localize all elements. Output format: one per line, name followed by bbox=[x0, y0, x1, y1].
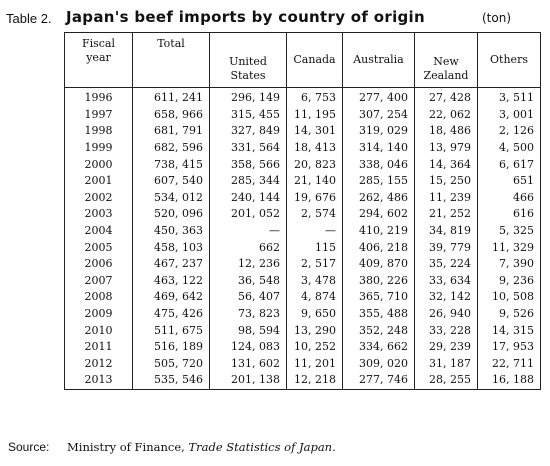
cell-total: 682, 596 bbox=[133, 140, 210, 157]
cell-australia: 262, 486 bbox=[343, 190, 415, 207]
cell-total: 467, 237 bbox=[133, 256, 210, 273]
cell-new-zealand: 34, 819 bbox=[415, 223, 478, 240]
table-row bbox=[65, 190, 541, 207]
cell-canada: 14, 301 bbox=[287, 123, 343, 140]
table-title: Japan's beef imports by country of origin bbox=[66, 8, 425, 26]
table-row bbox=[65, 107, 541, 124]
cell-fiscal-year: 2009 bbox=[65, 306, 133, 323]
cell-united-states: 285, 344 bbox=[210, 173, 287, 190]
cell-total: 535, 546 bbox=[133, 372, 210, 389]
cell-australia: 338, 046 bbox=[343, 156, 415, 173]
table-row bbox=[65, 256, 541, 273]
cell-others: 22, 711 bbox=[478, 356, 541, 373]
table-row bbox=[65, 356, 541, 373]
cell-australia: 285, 155 bbox=[343, 173, 415, 190]
table-row bbox=[65, 88, 541, 107]
table-body bbox=[65, 88, 541, 390]
cell-others: 3, 511 bbox=[478, 88, 541, 107]
cell-australia: 380, 226 bbox=[343, 273, 415, 290]
table-container bbox=[64, 32, 540, 390]
cell-new-zealand: 29, 239 bbox=[415, 339, 478, 356]
cell-total: 658, 966 bbox=[133, 107, 210, 124]
cell-others: 4, 500 bbox=[478, 140, 541, 157]
cell-total: 511, 675 bbox=[133, 322, 210, 339]
cell-united-states: 327, 849 bbox=[210, 123, 287, 140]
table-row bbox=[65, 206, 541, 223]
cell-australia: 294, 602 bbox=[343, 206, 415, 223]
cell-united-states: 331, 564 bbox=[210, 140, 287, 157]
cell-australia: 277, 400 bbox=[343, 88, 415, 107]
cell-new-zealand: 13, 979 bbox=[415, 140, 478, 157]
cell-canada: 13, 290 bbox=[287, 322, 343, 339]
source-publication: Trade Statistics of Japan. bbox=[188, 440, 336, 454]
table-row bbox=[65, 140, 541, 157]
cell-new-zealand: 33, 228 bbox=[415, 322, 478, 339]
cell-canada: 3, 478 bbox=[287, 273, 343, 290]
cell-canada: 2, 574 bbox=[287, 206, 343, 223]
cell-total: 458, 103 bbox=[133, 239, 210, 256]
cell-fiscal-year: 2004 bbox=[65, 223, 133, 240]
source-agency: Ministry of Finance, bbox=[67, 440, 185, 454]
cell-fiscal-year: 1996 bbox=[65, 88, 133, 107]
cell-fiscal-year: 1997 bbox=[65, 107, 133, 124]
cell-others: 9, 236 bbox=[478, 273, 541, 290]
header-row bbox=[65, 33, 541, 88]
cell-new-zealand: 14, 364 bbox=[415, 156, 478, 173]
cell-united-states: 12, 236 bbox=[210, 256, 287, 273]
cell-fiscal-year: 2010 bbox=[65, 322, 133, 339]
cell-australia: 410, 219 bbox=[343, 223, 415, 240]
cell-united-states: 36, 548 bbox=[210, 273, 287, 290]
cell-australia: 319, 029 bbox=[343, 123, 415, 140]
cell-new-zealand: 35, 224 bbox=[415, 256, 478, 273]
cell-united-states: 315, 455 bbox=[210, 107, 287, 124]
cell-others: 14, 315 bbox=[478, 322, 541, 339]
cell-fiscal-year: 2003 bbox=[65, 206, 133, 223]
table-caption bbox=[6, 8, 542, 30]
cell-united-states: 201, 138 bbox=[210, 372, 287, 389]
cell-others: 3, 001 bbox=[478, 107, 541, 124]
header-united-states: United States bbox=[210, 33, 287, 88]
cell-new-zealand: 31, 187 bbox=[415, 356, 478, 373]
cell-total: 450, 363 bbox=[133, 223, 210, 240]
cell-united-states: 662 bbox=[210, 239, 287, 256]
beef-imports-table bbox=[64, 32, 541, 390]
cell-total: 607, 540 bbox=[133, 173, 210, 190]
cell-new-zealand: 15, 250 bbox=[415, 173, 478, 190]
cell-new-zealand: 33, 634 bbox=[415, 273, 478, 290]
table-row bbox=[65, 322, 541, 339]
header-canada: Canada bbox=[287, 33, 343, 88]
cell-australia: 355, 488 bbox=[343, 306, 415, 323]
cell-others: 17, 953 bbox=[478, 339, 541, 356]
cell-canada: 6, 753 bbox=[287, 88, 343, 107]
cell-new-zealand: 39, 779 bbox=[415, 239, 478, 256]
cell-total: 505, 720 bbox=[133, 356, 210, 373]
cell-new-zealand: 26, 940 bbox=[415, 306, 478, 323]
cell-others: 2, 126 bbox=[478, 123, 541, 140]
cell-others: 11, 329 bbox=[478, 239, 541, 256]
cell-total: 516, 189 bbox=[133, 339, 210, 356]
cell-canada: 18, 413 bbox=[287, 140, 343, 157]
cell-canada: 9, 650 bbox=[287, 306, 343, 323]
cell-canada: 11, 195 bbox=[287, 107, 343, 124]
cell-fiscal-year: 2012 bbox=[65, 356, 133, 373]
cell-new-zealand: 21, 252 bbox=[415, 206, 478, 223]
table-row bbox=[65, 306, 541, 323]
cell-australia: 334, 662 bbox=[343, 339, 415, 356]
cell-others: 9, 526 bbox=[478, 306, 541, 323]
cell-australia: 406, 218 bbox=[343, 239, 415, 256]
source-label: Source: bbox=[8, 440, 50, 454]
cell-total: 534, 012 bbox=[133, 190, 210, 207]
header-total: Total bbox=[133, 33, 210, 88]
cell-others: 7, 390 bbox=[478, 256, 541, 273]
cell-others: 10, 508 bbox=[478, 289, 541, 306]
cell-australia: 352, 248 bbox=[343, 322, 415, 339]
table-row bbox=[65, 339, 541, 356]
cell-australia: 409, 870 bbox=[343, 256, 415, 273]
cell-united-states: 296, 149 bbox=[210, 88, 287, 107]
cell-united-states: 73, 823 bbox=[210, 306, 287, 323]
header-australia: Australia bbox=[343, 33, 415, 88]
cell-united-states: 358, 566 bbox=[210, 156, 287, 173]
cell-australia: 277, 746 bbox=[343, 372, 415, 389]
cell-fiscal-year: 2000 bbox=[65, 156, 133, 173]
cell-canada: 12, 218 bbox=[287, 372, 343, 389]
cell-united-states: 131, 602 bbox=[210, 356, 287, 373]
table-row bbox=[65, 273, 541, 290]
cell-australia: 307, 254 bbox=[343, 107, 415, 124]
cell-canada: — bbox=[287, 223, 343, 240]
table-row bbox=[65, 223, 541, 240]
cell-total: 469, 642 bbox=[133, 289, 210, 306]
cell-total: 520, 096 bbox=[133, 206, 210, 223]
cell-total: 463, 122 bbox=[133, 273, 210, 290]
cell-new-zealand: 28, 255 bbox=[415, 372, 478, 389]
cell-total: 681, 791 bbox=[133, 123, 210, 140]
cell-fiscal-year: 2001 bbox=[65, 173, 133, 190]
cell-united-states: — bbox=[210, 223, 287, 240]
cell-fiscal-year: 2008 bbox=[65, 289, 133, 306]
table-row bbox=[65, 372, 541, 389]
cell-others: 651 bbox=[478, 173, 541, 190]
cell-canada: 4, 874 bbox=[287, 289, 343, 306]
header-fiscal-year: Fiscal year bbox=[65, 33, 133, 88]
table-label: Table 2. bbox=[6, 11, 52, 26]
cell-united-states: 56, 407 bbox=[210, 289, 287, 306]
cell-fiscal-year: 2011 bbox=[65, 339, 133, 356]
cell-fiscal-year: 1999 bbox=[65, 140, 133, 157]
cell-fiscal-year: 1998 bbox=[65, 123, 133, 140]
cell-new-zealand: 11, 239 bbox=[415, 190, 478, 207]
table-row bbox=[65, 123, 541, 140]
cell-others: 616 bbox=[478, 206, 541, 223]
cell-total: 475, 426 bbox=[133, 306, 210, 323]
cell-united-states: 124, 083 bbox=[210, 339, 287, 356]
cell-fiscal-year: 2006 bbox=[65, 256, 133, 273]
unit-label: (ton) bbox=[482, 11, 512, 25]
cell-united-states: 201, 052 bbox=[210, 206, 287, 223]
cell-canada: 20, 823 bbox=[287, 156, 343, 173]
cell-fiscal-year: 2002 bbox=[65, 190, 133, 207]
cell-new-zealand: 27, 428 bbox=[415, 88, 478, 107]
cell-australia: 314, 140 bbox=[343, 140, 415, 157]
cell-canada: 115 bbox=[287, 239, 343, 256]
cell-fiscal-year: 2005 bbox=[65, 239, 133, 256]
header-new-zealand: New Zealand bbox=[415, 33, 478, 88]
cell-total: 738, 415 bbox=[133, 156, 210, 173]
table-row bbox=[65, 156, 541, 173]
cell-new-zealand: 18, 486 bbox=[415, 123, 478, 140]
cell-canada: 10, 252 bbox=[287, 339, 343, 356]
cell-others: 466 bbox=[478, 190, 541, 207]
cell-others: 6, 617 bbox=[478, 156, 541, 173]
cell-total: 611, 241 bbox=[133, 88, 210, 107]
cell-united-states: 98, 594 bbox=[210, 322, 287, 339]
cell-fiscal-year: 2013 bbox=[65, 372, 133, 389]
cell-others: 5, 325 bbox=[478, 223, 541, 240]
table-row bbox=[65, 239, 541, 256]
source-note bbox=[8, 440, 336, 454]
cell-others: 16, 188 bbox=[478, 372, 541, 389]
cell-canada: 21, 140 bbox=[287, 173, 343, 190]
cell-new-zealand: 22, 062 bbox=[415, 107, 478, 124]
cell-united-states: 240, 144 bbox=[210, 190, 287, 207]
cell-australia: 309, 020 bbox=[343, 356, 415, 373]
cell-australia: 365, 710 bbox=[343, 289, 415, 306]
cell-canada: 11, 201 bbox=[287, 356, 343, 373]
cell-fiscal-year: 2007 bbox=[65, 273, 133, 290]
cell-new-zealand: 32, 142 bbox=[415, 289, 478, 306]
header-others: Others bbox=[478, 33, 541, 88]
table-row bbox=[65, 173, 541, 190]
cell-canada: 2, 517 bbox=[287, 256, 343, 273]
table-row bbox=[65, 289, 541, 306]
cell-canada: 19, 676 bbox=[287, 190, 343, 207]
